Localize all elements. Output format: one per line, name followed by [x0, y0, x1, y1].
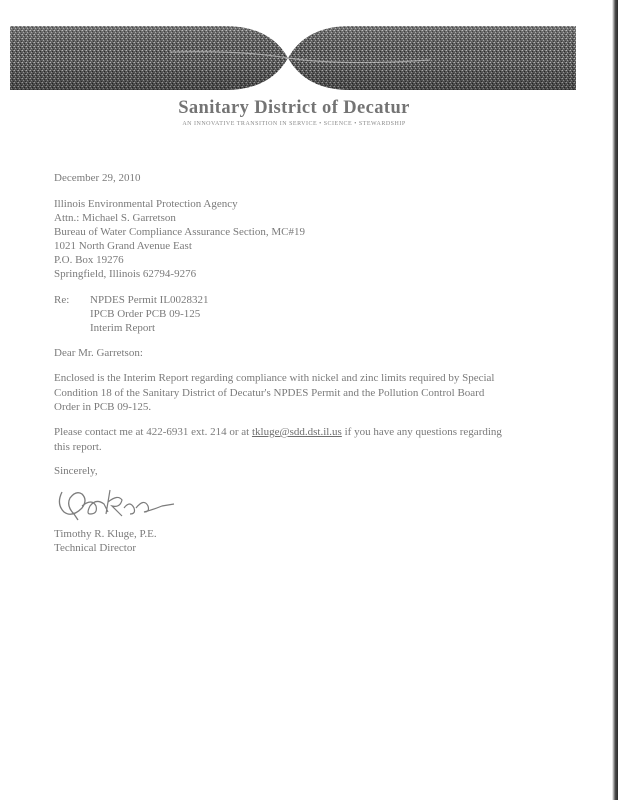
recipient-line: Attn.: Michael S. Garretson [54, 212, 176, 224]
letterhead-banner-logo [10, 22, 576, 94]
contact-email-link[interactable]: tkluge@sdd.dst.il.us [251, 426, 342, 438]
contact-paragraph [54, 425, 502, 454]
contact-text: Please contact me at 422-6931 ext. 214 or at [54, 426, 252, 438]
closing: Sincerely, [54, 465, 98, 477]
recipient-line: 1021 North Grand Avenue East [54, 240, 192, 252]
recipient-line: Illinois Environmental Protection Agency [54, 198, 238, 210]
recipient-line: Bureau of Water Compliance Assurance Section, MC#19 [54, 226, 305, 238]
body-paragraph: Enclosed is the Interim Report regarding compliance with nickel and zinc limits required by Special Condition 18 of the Sanitary District of Decatur's NPDES Permit and the Pollution Control Board Order in PCB 09-125. [54, 372, 495, 413]
organization-tagline: AN INNOVATIVE TRANSITION IN SERVICE • SCIENCE • STEWARDSHIP [182, 121, 406, 127]
salutation: Dear Mr. Garretson: [54, 347, 143, 359]
signer-title: Technical Director [54, 542, 136, 554]
subject-line: Interim Report [90, 322, 156, 334]
organization-name: Sanitary District of Decatur [178, 98, 410, 118]
signer-name: Timothy R. Kluge, P.E. [54, 528, 157, 540]
recipient-line: P.O. Box 19276 [54, 254, 124, 266]
contact-text-end: if you have any questions regarding this report. [54, 426, 502, 453]
recipient-line: Springfield, Illinois 62794-9276 [54, 268, 197, 280]
subject-line: NPDES Permit IL0028321 [90, 294, 209, 306]
handwritten-signature [52, 484, 176, 524]
subject-label: Re: [54, 294, 70, 306]
scan-edge-shadow [612, 0, 618, 800]
letter-date: December 29, 2010 [54, 172, 141, 184]
subject-line: IPCB Order PCB 09-125 [90, 308, 201, 320]
